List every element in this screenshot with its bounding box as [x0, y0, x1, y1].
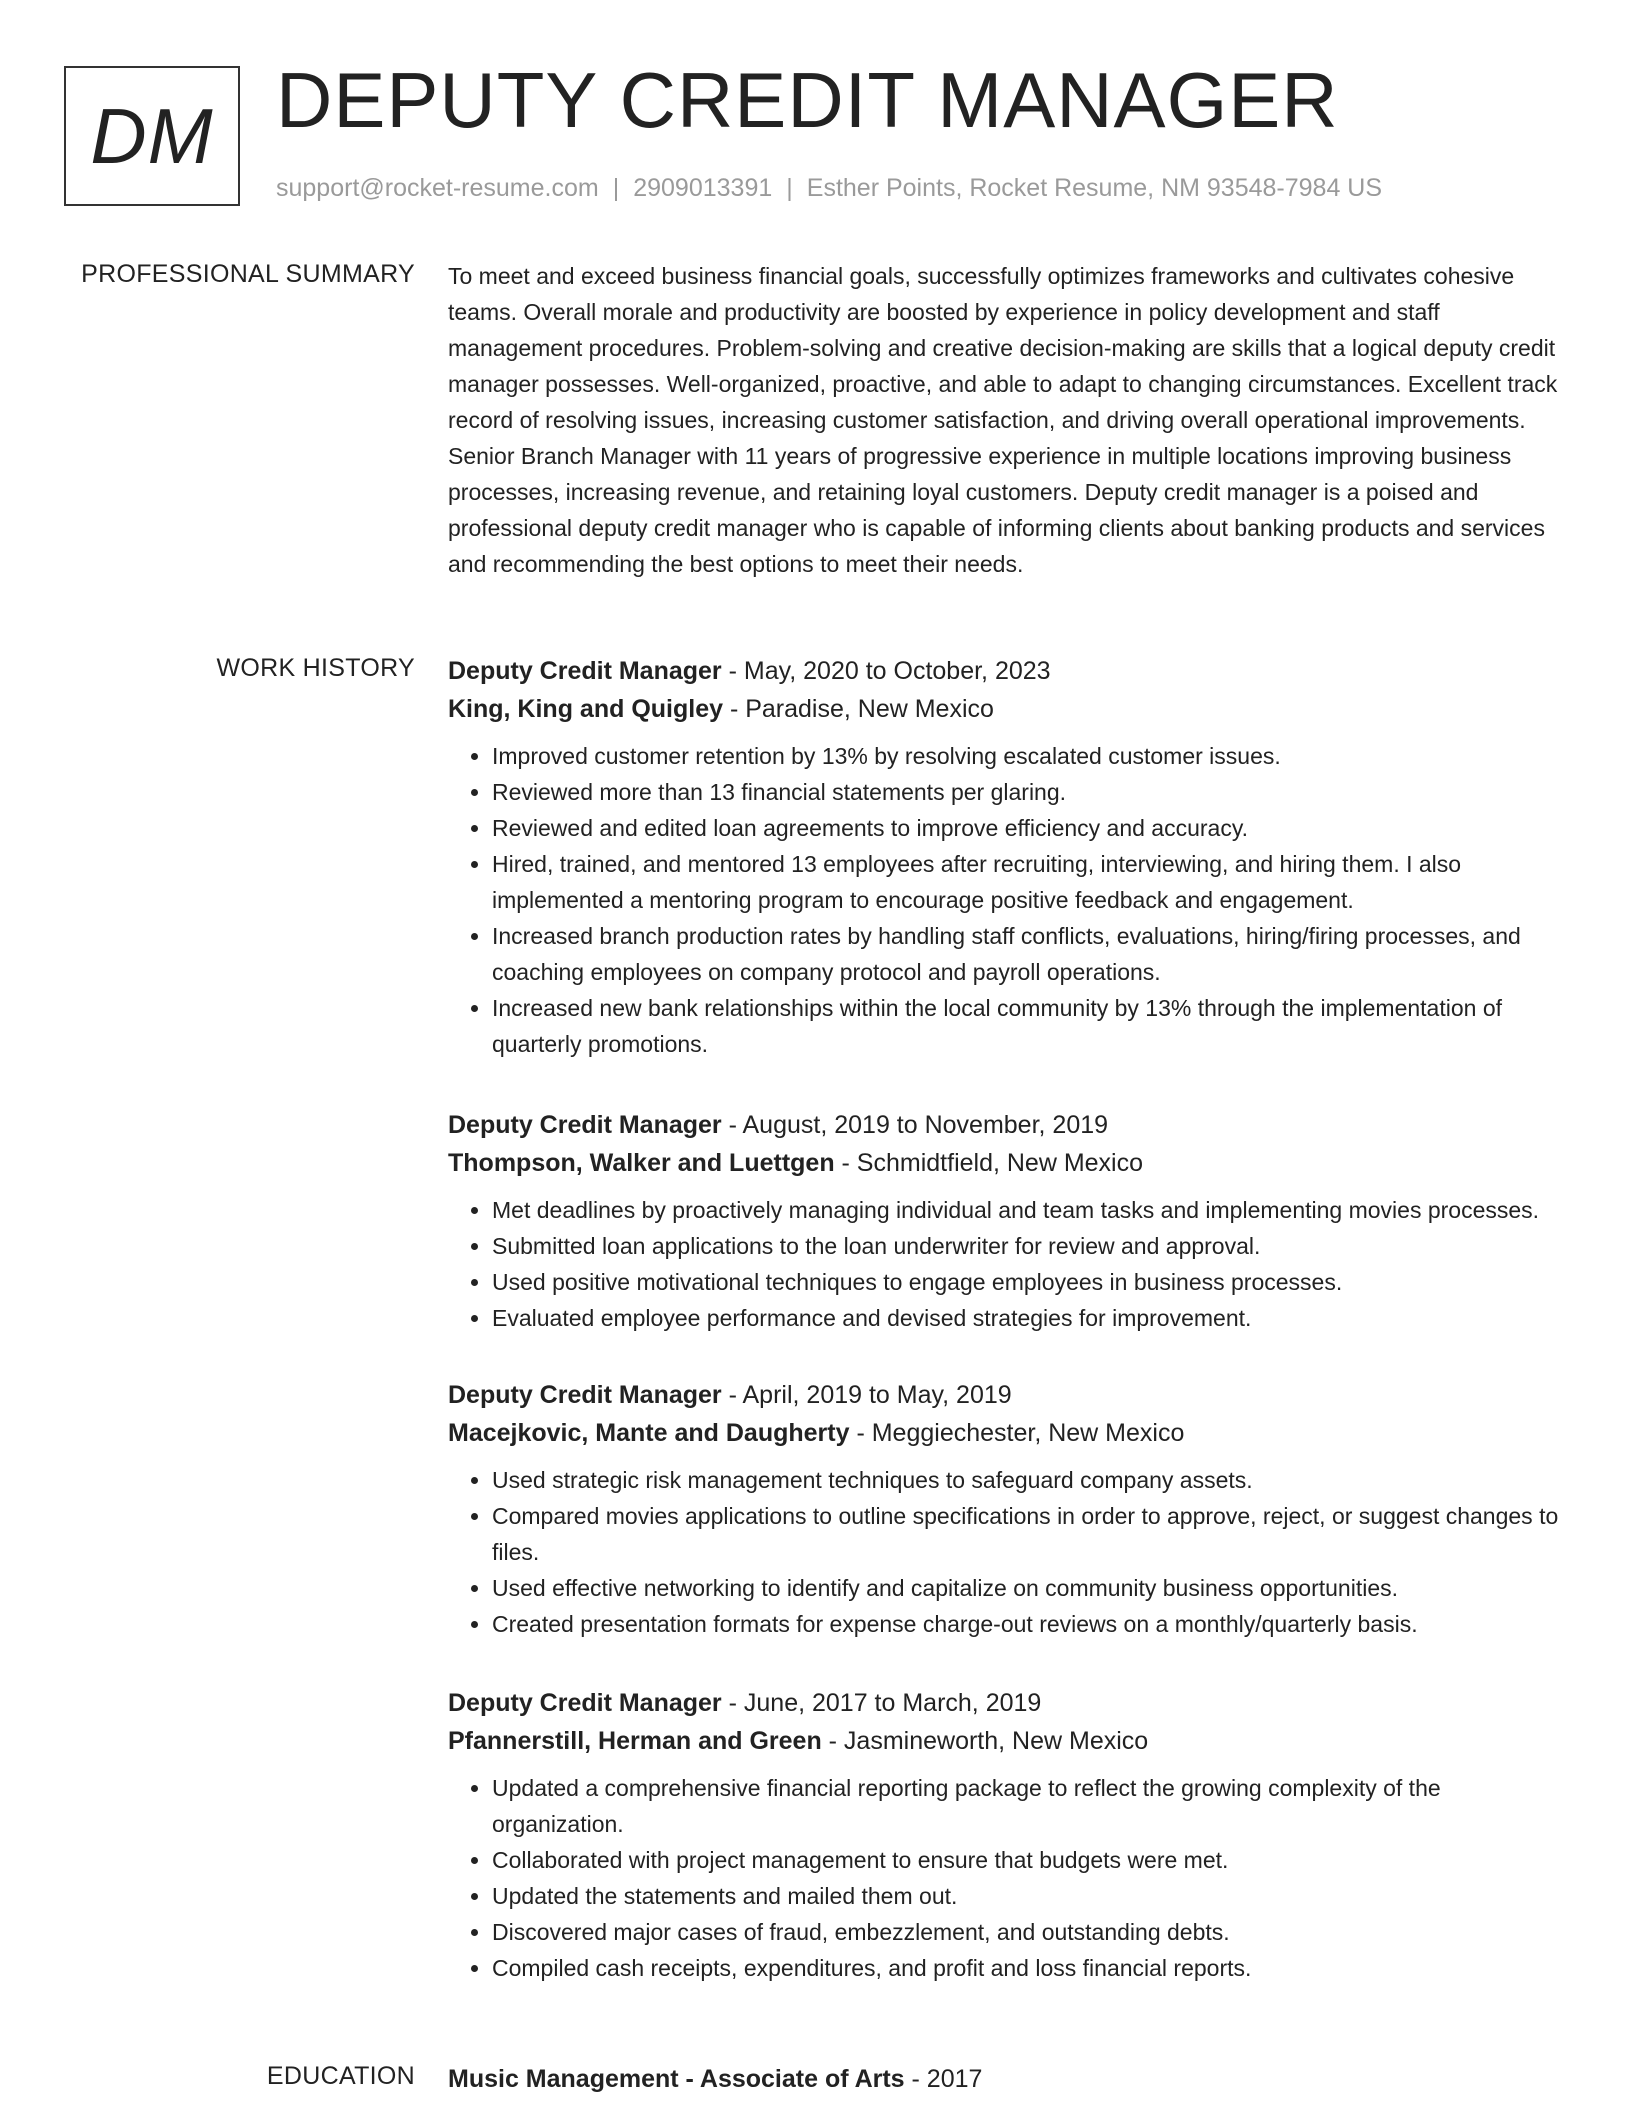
- work-history-body: [448, 652, 1568, 1986]
- job-bullet: • Evaluated employee performance and devised strategies for improvement.: [492, 1300, 1568, 1336]
- job-bullets: [448, 738, 1568, 1062]
- job-company-line: [448, 1414, 1568, 1452]
- job-company: Pfannerstill, Herman and Green: [448, 1727, 822, 1755]
- job-bullet: • Used strategic risk management techniques to safeguard company assets.: [492, 1462, 1568, 1498]
- job-location: - Meggiechester, New Mexico: [849, 1419, 1185, 1447]
- job-bullet: • Reviewed and edited loan agreements to improve efficiency and accuracy.: [492, 810, 1568, 846]
- job-title-line: [448, 652, 1568, 690]
- job-bullet: • Used positive motivational techniques to engage employees in business processes.: [492, 1264, 1568, 1300]
- job-company: King, King and Quigley: [448, 695, 723, 723]
- job-dates: - June, 2017 to March, 2019: [721, 1689, 1042, 1717]
- job-bullets: [448, 1462, 1568, 1642]
- job-title-line: [448, 1684, 1568, 1722]
- resume-title: DEPUTY CREDIT MANAGER: [276, 56, 1339, 144]
- job-bullet: • Compared movies applications to outline specifications in order to approve, reject, or suggest changes to files.: [492, 1498, 1568, 1570]
- job-dates: - April, 2019 to May, 2019: [721, 1381, 1012, 1409]
- job-bullet: • Created presentation formats for expense charge-out reviews on a monthly/quarterly basis.: [492, 1606, 1568, 1642]
- summary-text: To meet and exceed business financial goals, successfully optimizes frameworks and cultivates cohesive teams. Overall morale and productivity are boosted by experience in policy development and staff management procedures. Problem-solving and creative decision-making are skills that a logical deputy credit manager possesses. Well-organized, proactive, and able to adapt to changing circumstances. Excellent track record of resolving issues, increasing customer satisfaction, and driving overall operational improvements. Senior Branch Manager with 11 years of progressive experience in multiple locations improving business processes, increasing revenue, and retaining loyal customers. Deputy credit manager is a poised and professional deputy credit manager who is capable of informing clients about banking products and services and recommending the best options to meet their needs.: [448, 263, 1558, 577]
- job-bullet: • Used effective networking to identify and capitalize on community business opportunities.: [492, 1570, 1568, 1606]
- job-title: Deputy Credit Manager: [448, 1689, 722, 1717]
- summary-heading: PROFESSIONAL SUMMARY: [81, 260, 415, 288]
- contact-line: [276, 174, 1382, 203]
- job-company-line: [448, 1144, 1568, 1182]
- contact-address: Esther Points, Rocket Resume, NM 93548-7984 US: [806, 174, 1383, 202]
- job-bullet: • Increased branch production rates by handling staff conflicts, evaluations, hiring/firing processes, and coaching employees on company protocol and payroll operations.: [492, 918, 1568, 990]
- job-company-line: [448, 690, 1568, 728]
- job-company: Thompson, Walker and Luettgen: [448, 1149, 835, 1177]
- job-bullet: • Met deadlines by proactively managing individual and team tasks and implementing movies processes.: [492, 1192, 1568, 1228]
- job-bullet: • Improved customer retention by 13% by resolving escalated customer issues.: [492, 738, 1568, 774]
- summary-body: [448, 258, 1568, 582]
- job-entry: [448, 1376, 1568, 1642]
- job-bullet: • Hired, trained, and mentored 13 employees after recruiting, interviewing, and hiring them. I also implemented a mentoring program to encourage positive feedback and engagement.: [492, 846, 1568, 918]
- education-year: - 2017: [904, 2065, 983, 2093]
- job-title: Deputy Credit Manager: [448, 1111, 722, 1139]
- job-location: - Jasmineworth, New Mexico: [821, 1727, 1149, 1755]
- job-bullets: [448, 1770, 1568, 1986]
- job-bullet: • Reviewed more than 13 financial statements per glaring.: [492, 774, 1568, 810]
- job-bullet: • Updated the statements and mailed them out.: [492, 1878, 1568, 1914]
- job-bullet: • Collaborated with project management to ensure that budgets were met.: [492, 1842, 1568, 1878]
- contact-separator: |: [612, 174, 620, 202]
- job-bullets: [448, 1192, 1568, 1336]
- job-bullet: • Compiled cash receipts, expenditures, and profit and loss financial reports.: [492, 1950, 1568, 1986]
- job-bullet: • Discovered major cases of fraud, embezzlement, and outstanding debts.: [492, 1914, 1568, 1950]
- job-entry: [448, 1684, 1568, 1986]
- job-location: - Schmidtfield, New Mexico: [834, 1149, 1144, 1177]
- job-bullet: • Increased new bank relationships within the local community by 13% through the implementation of quarterly promotions.: [492, 990, 1568, 1062]
- job-location: - Paradise, New Mexico: [723, 695, 994, 723]
- job-dates: - August, 2019 to November, 2019: [721, 1111, 1109, 1139]
- job-company-line: [448, 1722, 1568, 1760]
- contact-email: support@rocket-resume.com: [276, 174, 599, 202]
- job-title: Deputy Credit Manager: [448, 657, 722, 685]
- contact-separator: |: [786, 174, 793, 202]
- job-bullet: • Updated a comprehensive financial reporting package to reflect the growing complexity of the organization.: [492, 1770, 1568, 1842]
- job-entry: [448, 652, 1568, 1062]
- job-dates: - May, 2020 to October, 2023: [721, 657, 1051, 685]
- work-history-heading: WORK HISTORY: [216, 654, 415, 682]
- job-title-line: [448, 1376, 1568, 1414]
- job-title: Deputy Credit Manager: [448, 1381, 722, 1409]
- job-company: Macejkovic, Mante and Daugherty: [448, 1419, 850, 1447]
- initials-monogram: [64, 66, 240, 206]
- job-bullet: • Submitted loan applications to the loan underwriter for review and approval.: [492, 1228, 1568, 1264]
- job-title-line: [448, 1106, 1568, 1144]
- initials: DM: [90, 91, 214, 180]
- contact-phone: 2909013391: [633, 174, 773, 202]
- education-body: [448, 2060, 1568, 2098]
- education-line: [448, 2060, 1568, 2098]
- job-entry: [448, 1106, 1568, 1336]
- education-heading: EDUCATION: [266, 2062, 415, 2090]
- education-degree: Music Management - Associate of Arts: [448, 2065, 905, 2093]
